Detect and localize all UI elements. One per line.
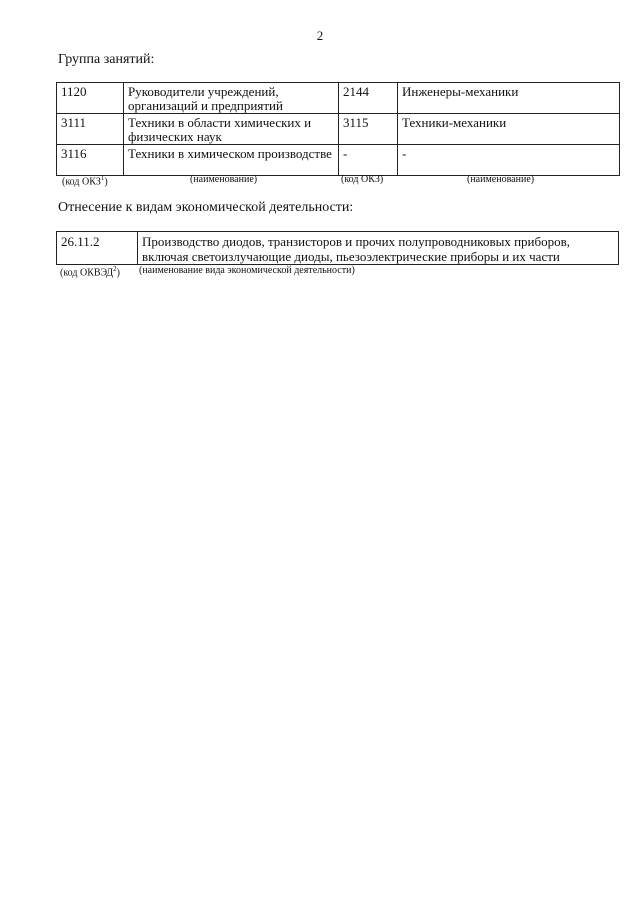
okz-code-cell: 1120 (57, 83, 124, 114)
okz-code-cell: 3116 (57, 145, 124, 176)
okz-name-cell: Техники в области химических и физических наук (124, 114, 339, 145)
economic-activity-title: Отнесение к видам экономической деятельности: (58, 200, 354, 215)
okved-code-caption-close: ) (116, 267, 120, 279)
table-row (57, 145, 620, 176)
occupation-groups-table (56, 82, 620, 176)
economic-activity-table (56, 231, 619, 265)
okz-name-cell: Техники в химическом производстве (124, 145, 339, 176)
okz-name-cell: Техники-механики (398, 114, 620, 145)
okz-name-caption: (наименование) (190, 174, 258, 185)
okz-code-cell: 2144 (339, 83, 398, 114)
okz-code-cell: 3111 (57, 114, 124, 145)
okz-name-cell: Инженеры-механики (398, 83, 620, 114)
okved-name-cell: Производство диодов, транзисторов и прочих полупроводниковых приборов, включая светоизлучающие диоды, пьезоэлектрические приборы и их части (138, 232, 619, 265)
okz-name-cell: Руководители учреждений, организаций и предприятий (124, 83, 339, 114)
okz-code-caption-text: (код ОКЗ (62, 176, 101, 188)
okz-code-caption: (код ОКЗ) (341, 174, 384, 185)
footnote-marker: 1 (100, 174, 105, 182)
table-row (57, 114, 620, 145)
okz-code-cell: - (339, 145, 398, 176)
okz-name-cell: - (398, 145, 620, 176)
okz-code-caption-close: ) (104, 176, 108, 188)
occupation-groups-title: Группа занятий: (58, 52, 155, 67)
okz-code-cell: 3115 (339, 114, 398, 145)
okved-code-caption-text: (код ОКВЭД (60, 267, 114, 279)
okved-code-cell: 26.11.2 (57, 232, 138, 265)
table-row (57, 83, 620, 114)
okz-code-caption (62, 174, 108, 187)
table-row (57, 232, 619, 265)
page-number: 2 (316, 28, 324, 43)
okz-name-caption: (наименование) (467, 174, 535, 185)
footnote-marker: 2 (113, 265, 117, 273)
okved-code-caption (60, 265, 120, 278)
okved-name-caption: (наименование вида экономической деятельности) (139, 265, 355, 276)
